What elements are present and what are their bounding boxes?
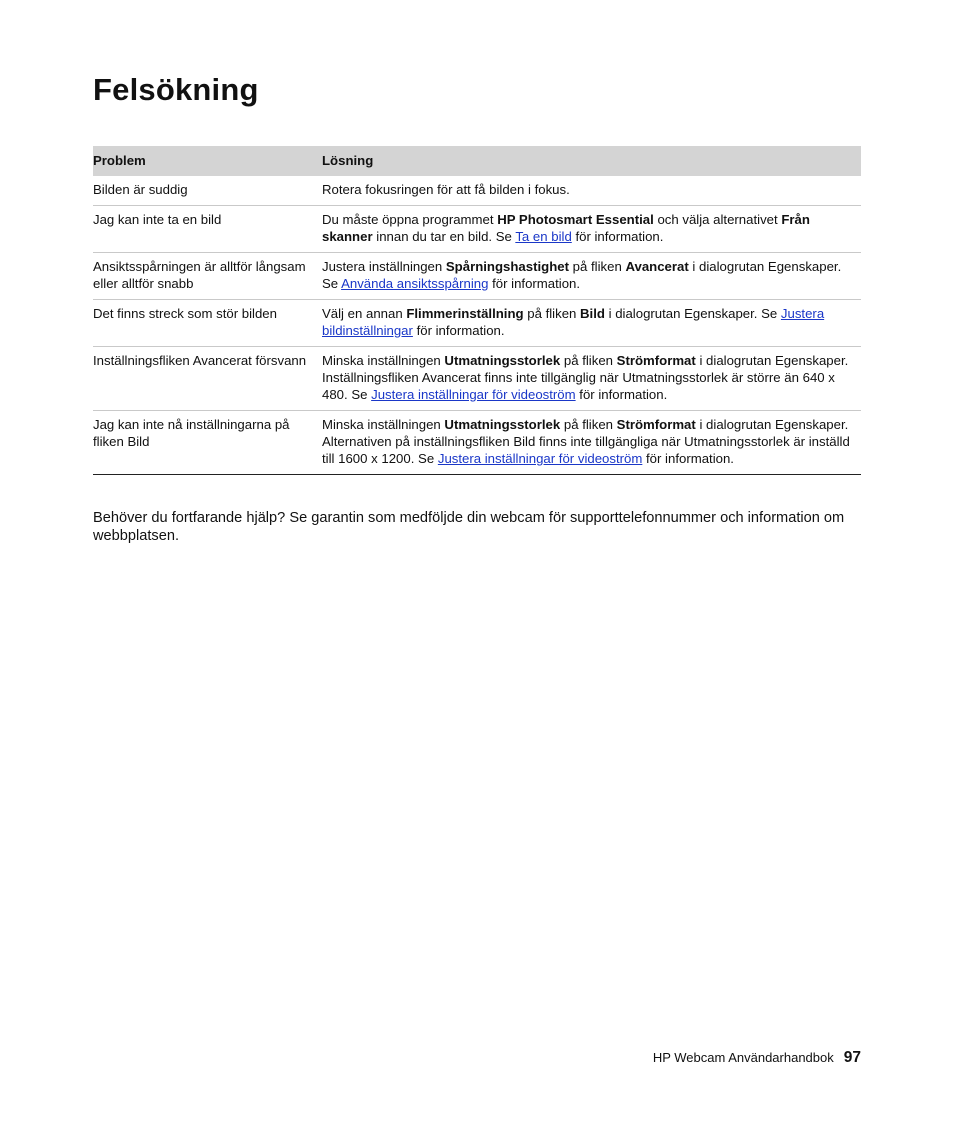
solution-text: för information. [488, 276, 581, 291]
solution-cell [322, 347, 861, 411]
solution-text: i dialogrutan Egenskaper. Se [322, 259, 842, 291]
table-row [93, 253, 861, 300]
help-paragraph: Behöver du fortfarande hjälp? Se garantin som medföljde din webcam för supporttelefonnummer och information om webbplatsen. [93, 510, 845, 544]
solution-cell [322, 206, 861, 253]
solution-link[interactable]: Använda ansiktsspårning [341, 276, 489, 291]
solution-text: på fliken [560, 353, 617, 368]
solution-link[interactable]: Justera inställningar för videoström [371, 387, 576, 402]
solution-text: i dialogrutan Egenskaper. Inställningsfliken Avancerat finns inte tillgänglig när Utmatningsstorlek är större än 640 x 480. Se [322, 353, 849, 402]
table-row [93, 206, 861, 253]
solution-text: Du måste öppna programmet [322, 212, 498, 227]
solution-link[interactable]: Justera inställningar för videoström [437, 451, 643, 466]
footer-book-title: HP Webcam Användarhandbok [652, 1050, 834, 1065]
solution-text: för information. [571, 229, 664, 244]
solution-text: Justera inställningen [322, 259, 446, 274]
problem-cell: Bilden är suddig [93, 176, 322, 206]
solution-link[interactable]: Ta en bild [515, 229, 572, 244]
solution-emphasis: Utmatningsstorlek [444, 353, 561, 368]
troubleshooting-table [93, 146, 861, 475]
problem-cell: Jag kan inte ta en bild [93, 206, 322, 253]
solution-cell [322, 176, 861, 206]
solution-text: Minska inställningen [322, 417, 445, 432]
solution-text: på fliken [569, 259, 626, 274]
solution-text: i dialogrutan Egenskaper. Se [604, 306, 781, 321]
solution-text: Välj en annan [322, 306, 407, 321]
solution-text: för information. [412, 323, 505, 338]
solution-text: i dialogrutan Egenskaper. Alternativen på inställningsfliken Bild finns inte tillgängliga när Utmatningsstorlek är inställd till 1600 x 1200. Se [322, 417, 850, 466]
solution-emphasis: Från skanner [322, 212, 810, 244]
solution-cell [322, 300, 861, 347]
solution-text: innan du tar en bild. Se [372, 229, 516, 244]
solution-emphasis: Spårningshastighet [445, 259, 569, 274]
solution-text: på fliken [523, 306, 581, 321]
solution-emphasis: Flimmerinställning [406, 306, 524, 321]
solution-emphasis: HP Photosmart Essential [497, 212, 654, 227]
page-title: Felsökning [93, 72, 259, 107]
page-footer [653, 1049, 861, 1067]
problem-cell: Det finns streck som stör bilden [93, 300, 322, 347]
column-header-problem: Problem [93, 146, 322, 176]
solution-emphasis: Bild [580, 306, 605, 321]
solution-text: Rotera fokusringen för att få bilden i fokus. [322, 182, 570, 197]
table-row [93, 300, 861, 347]
page-number: 97 [843, 1049, 861, 1066]
table-body [93, 176, 861, 475]
problem-cell: Jag kan inte nå inställningarna på fliken Bild [93, 411, 322, 475]
solution-text: Minska inställningen [322, 353, 445, 368]
column-header-solution: Lösning [322, 146, 861, 176]
solution-text: på fliken [560, 417, 617, 432]
solution-emphasis: Utmatningsstorlek [444, 417, 561, 432]
solution-text: för information. [575, 387, 668, 402]
solution-emphasis: Avancerat [625, 259, 689, 274]
problem-cell: Ansiktsspårningen är alltför långsam eller alltför snabb [93, 253, 322, 300]
problem-cell: Inställningsfliken Avancerat försvann [93, 347, 322, 411]
table-row [93, 347, 861, 411]
solution-text: för information. [642, 451, 734, 466]
solution-cell [322, 411, 861, 475]
table-row [93, 411, 861, 475]
solution-emphasis: Strömformat [616, 417, 696, 432]
solution-cell [322, 253, 861, 300]
solution-text: och välja alternativet [653, 212, 782, 227]
solution-emphasis: Strömformat [616, 353, 696, 368]
solution-link[interactable]: Justera bildinställningar [322, 306, 825, 338]
table-row [93, 176, 861, 206]
table-header-row [93, 146, 861, 176]
